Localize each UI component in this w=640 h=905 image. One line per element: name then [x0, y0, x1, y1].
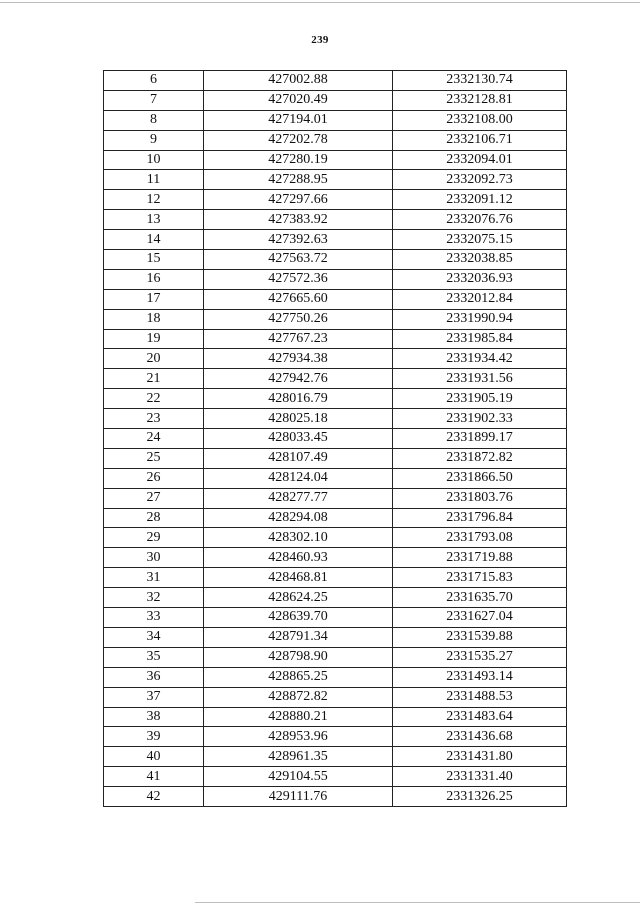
x-coordinate-cell: 427002.88 — [204, 71, 393, 91]
point-number-cell: 26 — [104, 468, 204, 488]
point-number-cell: 14 — [104, 230, 204, 250]
y-coordinate-cell: 2332038.85 — [393, 250, 567, 270]
x-coordinate-cell: 428639.70 — [204, 608, 393, 628]
point-number-cell: 11 — [104, 170, 204, 190]
point-number-cell: 13 — [104, 210, 204, 230]
y-coordinate-cell: 2331635.70 — [393, 588, 567, 608]
point-number-cell: 38 — [104, 707, 204, 727]
page-number: 239 — [311, 34, 329, 46]
table-row — [104, 110, 567, 130]
x-coordinate-cell: 428880.21 — [204, 707, 393, 727]
table-row — [104, 369, 567, 389]
y-coordinate-cell: 2332128.81 — [393, 90, 567, 110]
point-number-cell: 19 — [104, 329, 204, 349]
x-coordinate-cell: 428798.90 — [204, 647, 393, 667]
x-coordinate-cell: 428468.81 — [204, 568, 393, 588]
y-coordinate-cell: 2332012.84 — [393, 289, 567, 309]
point-number-cell: 27 — [104, 488, 204, 508]
x-coordinate-cell: 428124.04 — [204, 468, 393, 488]
point-number-cell: 30 — [104, 548, 204, 568]
table-row — [104, 528, 567, 548]
point-number-cell: 41 — [104, 767, 204, 787]
table-row — [104, 468, 567, 488]
x-coordinate-cell: 428277.77 — [204, 488, 393, 508]
table-row — [104, 289, 567, 309]
table-row — [104, 787, 567, 807]
y-coordinate-cell: 2331866.50 — [393, 468, 567, 488]
x-coordinate-cell: 427280.19 — [204, 150, 393, 170]
y-coordinate-cell: 2332036.93 — [393, 269, 567, 289]
coordinates-table — [103, 70, 567, 807]
table-row — [104, 548, 567, 568]
table-row — [104, 329, 567, 349]
point-number-cell: 28 — [104, 508, 204, 528]
point-number-cell: 37 — [104, 687, 204, 707]
point-number-cell: 17 — [104, 289, 204, 309]
y-coordinate-cell: 2331934.42 — [393, 349, 567, 369]
bottom-rule — [195, 902, 640, 903]
table-row — [104, 210, 567, 230]
table-row — [104, 429, 567, 449]
y-coordinate-cell: 2331931.56 — [393, 369, 567, 389]
point-number-cell: 20 — [104, 349, 204, 369]
point-number-cell: 6 — [104, 71, 204, 91]
table-row — [104, 389, 567, 409]
x-coordinate-cell: 427297.66 — [204, 190, 393, 210]
y-coordinate-cell: 2331539.88 — [393, 627, 567, 647]
y-coordinate-cell: 2331331.40 — [393, 767, 567, 787]
x-coordinate-cell: 427392.63 — [204, 230, 393, 250]
point-number-cell: 15 — [104, 250, 204, 270]
x-coordinate-cell: 428961.35 — [204, 747, 393, 767]
y-coordinate-cell: 2332092.73 — [393, 170, 567, 190]
point-number-cell: 36 — [104, 667, 204, 687]
y-coordinate-cell: 2331627.04 — [393, 608, 567, 628]
x-coordinate-cell: 427767.23 — [204, 329, 393, 349]
point-number-cell: 8 — [104, 110, 204, 130]
point-number-cell: 10 — [104, 150, 204, 170]
x-coordinate-cell: 427665.60 — [204, 289, 393, 309]
y-coordinate-cell: 2332130.74 — [393, 71, 567, 91]
table-row — [104, 269, 567, 289]
table-row — [104, 130, 567, 150]
x-coordinate-cell: 428624.25 — [204, 588, 393, 608]
table-row — [104, 71, 567, 91]
table-row — [104, 488, 567, 508]
y-coordinate-cell: 2331431.80 — [393, 747, 567, 767]
x-coordinate-cell: 428791.34 — [204, 627, 393, 647]
table-row — [104, 170, 567, 190]
y-coordinate-cell: 2331535.27 — [393, 647, 567, 667]
point-number-cell: 24 — [104, 429, 204, 449]
y-coordinate-cell: 2331715.83 — [393, 568, 567, 588]
x-coordinate-cell: 428872.82 — [204, 687, 393, 707]
point-number-cell: 7 — [104, 90, 204, 110]
table-row — [104, 608, 567, 628]
point-number-cell: 16 — [104, 269, 204, 289]
y-coordinate-cell: 2331990.94 — [393, 309, 567, 329]
x-coordinate-cell: 427942.76 — [204, 369, 393, 389]
point-number-cell: 22 — [104, 389, 204, 409]
point-number-cell: 21 — [104, 369, 204, 389]
x-coordinate-cell: 429104.55 — [204, 767, 393, 787]
x-coordinate-cell: 428302.10 — [204, 528, 393, 548]
y-coordinate-cell: 2332076.76 — [393, 210, 567, 230]
x-coordinate-cell: 428033.45 — [204, 429, 393, 449]
table-row — [104, 150, 567, 170]
point-number-cell: 23 — [104, 409, 204, 429]
y-coordinate-cell: 2331488.53 — [393, 687, 567, 707]
x-coordinate-cell: 427572.36 — [204, 269, 393, 289]
point-number-cell: 31 — [104, 568, 204, 588]
x-coordinate-cell: 427383.92 — [204, 210, 393, 230]
y-coordinate-cell: 2331719.88 — [393, 548, 567, 568]
y-coordinate-cell: 2331985.84 — [393, 329, 567, 349]
table-row — [104, 90, 567, 110]
table-row — [104, 707, 567, 727]
x-coordinate-cell: 427563.72 — [204, 250, 393, 270]
point-number-cell: 12 — [104, 190, 204, 210]
x-coordinate-cell: 428865.25 — [204, 667, 393, 687]
y-coordinate-cell: 2331483.64 — [393, 707, 567, 727]
x-coordinate-cell: 429111.76 — [204, 787, 393, 807]
y-coordinate-cell: 2332075.15 — [393, 230, 567, 250]
table-row — [104, 767, 567, 787]
table-row — [104, 667, 567, 687]
y-coordinate-cell: 2331326.25 — [393, 787, 567, 807]
y-coordinate-cell: 2331793.08 — [393, 528, 567, 548]
x-coordinate-cell: 428294.08 — [204, 508, 393, 528]
x-coordinate-cell: 428460.93 — [204, 548, 393, 568]
y-coordinate-cell: 2332094.01 — [393, 150, 567, 170]
x-coordinate-cell: 427020.49 — [204, 90, 393, 110]
y-coordinate-cell: 2331905.19 — [393, 389, 567, 409]
x-coordinate-cell: 427194.01 — [204, 110, 393, 130]
x-coordinate-cell: 428016.79 — [204, 389, 393, 409]
point-number-cell: 9 — [104, 130, 204, 150]
x-coordinate-cell: 427202.78 — [204, 130, 393, 150]
x-coordinate-cell: 428953.96 — [204, 727, 393, 747]
y-coordinate-cell: 2332108.00 — [393, 110, 567, 130]
table-row — [104, 230, 567, 250]
table-row — [104, 687, 567, 707]
table-row — [104, 190, 567, 210]
y-coordinate-cell: 2331436.68 — [393, 727, 567, 747]
table-row — [104, 727, 567, 747]
y-coordinate-cell: 2332106.71 — [393, 130, 567, 150]
table-row — [104, 588, 567, 608]
y-coordinate-cell: 2331899.17 — [393, 429, 567, 449]
x-coordinate-cell: 428025.18 — [204, 409, 393, 429]
y-coordinate-cell: 2331803.76 — [393, 488, 567, 508]
table-row — [104, 309, 567, 329]
x-coordinate-cell: 427750.26 — [204, 309, 393, 329]
point-number-cell: 18 — [104, 309, 204, 329]
table-row — [104, 349, 567, 369]
point-number-cell: 32 — [104, 588, 204, 608]
point-number-cell: 34 — [104, 627, 204, 647]
x-coordinate-cell: 427288.95 — [204, 170, 393, 190]
point-number-cell: 42 — [104, 787, 204, 807]
point-number-cell: 40 — [104, 747, 204, 767]
top-rule — [0, 2, 640, 3]
y-coordinate-cell: 2331796.84 — [393, 508, 567, 528]
table-row — [104, 627, 567, 647]
point-number-cell: 25 — [104, 448, 204, 468]
point-number-cell: 39 — [104, 727, 204, 747]
x-coordinate-cell: 427934.38 — [204, 349, 393, 369]
table-row — [104, 568, 567, 588]
coordinates-table-body — [104, 71, 567, 807]
point-number-cell: 33 — [104, 608, 204, 628]
table-row — [104, 747, 567, 767]
table-row — [104, 448, 567, 468]
table-row — [104, 647, 567, 667]
table-row — [104, 250, 567, 270]
y-coordinate-cell: 2331872.82 — [393, 448, 567, 468]
y-coordinate-cell: 2331493.14 — [393, 667, 567, 687]
table-row — [104, 409, 567, 429]
point-number-cell: 29 — [104, 528, 204, 548]
table-row — [104, 508, 567, 528]
y-coordinate-cell: 2332091.12 — [393, 190, 567, 210]
point-number-cell: 35 — [104, 647, 204, 667]
y-coordinate-cell: 2331902.33 — [393, 409, 567, 429]
x-coordinate-cell: 428107.49 — [204, 448, 393, 468]
